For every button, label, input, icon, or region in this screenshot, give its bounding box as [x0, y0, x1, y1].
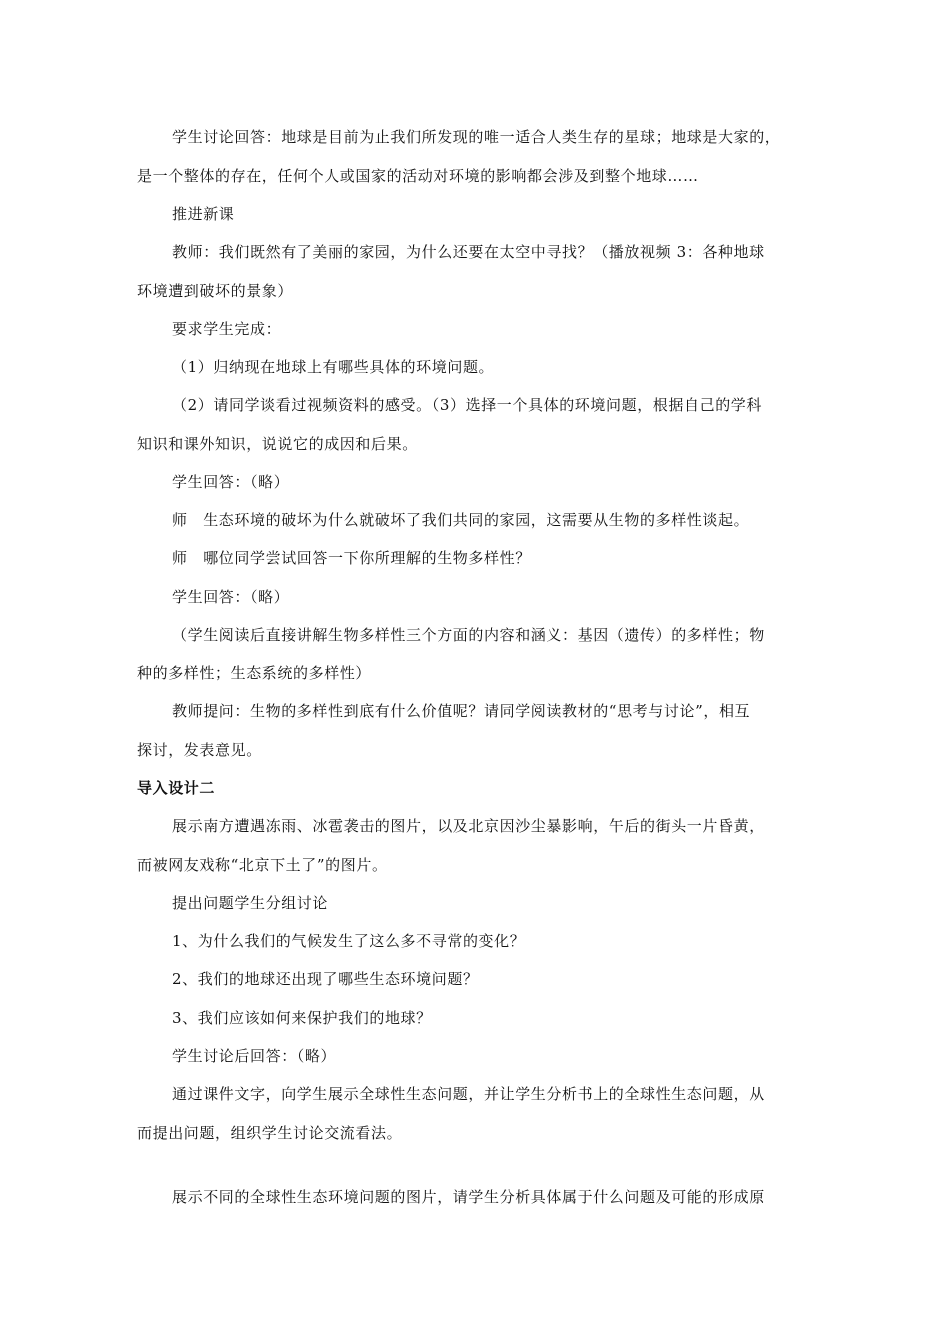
paragraph-requirement: 要求学生完成：	[172, 320, 282, 338]
section-heading-intro-design-2: 导入设计二	[137, 779, 216, 797]
paragraph-student-answer-line-2: 是一个整体的存在，任何个人或国家的活动对环境的影响都会涉及到整个地球……	[137, 167, 699, 185]
paragraph-show-pictures-line-2: 而被网友戏称“北京下土了”的图片。	[137, 856, 388, 874]
paragraph-student-reply-2: 学生回答：（略）	[172, 588, 290, 606]
paragraph-new-lesson: 推进新课	[172, 205, 235, 223]
paragraph-teacher-ecology: 师 生态环境的破坏为什么就破坏了我们共同的家园，这需要从生物的多样性谈起。	[172, 511, 750, 529]
paragraph-courseware-line-1: 通过课件文字，向学生展示全球性生态问题，并让学生分析书上的全球性生态问题，从	[172, 1085, 765, 1103]
paragraph-biodiversity-explain-line-2: 种的多样性；生态系统的多样性）	[137, 664, 372, 682]
paragraph-task-2-3-line-1: （2）请同学谈看过视频资料的感受。（3）选择一个具体的环境问题，根据自己的学科	[172, 396, 762, 414]
paragraph-student-answer-line-1: 学生讨论回答：地球是目前为止我们所发现的唯一适合人类生存的星球；地球是大家的，	[172, 128, 781, 146]
paragraph-student-reply-1: 学生回答：（略）	[172, 473, 290, 491]
paragraph-teacher-question-line-2: 环境遭到破坏的景象）	[137, 282, 294, 300]
paragraph-courseware-line-2: 而提出问题，组织学生讨论交流看法。	[137, 1124, 403, 1142]
paragraph-question-3: 3、我们应该如何来保护我们的地球？	[172, 1009, 432, 1027]
paragraph-show-pictures-line-1: 展示南方遭遇冻雨、冰雹袭击的图片，以及北京因沙尘暴影响，午后的街头一片昏黄，	[172, 817, 765, 835]
paragraph-task-1: （1）归纳现在地球上有哪些具体的环境问题。	[172, 358, 495, 376]
paragraph-teacher-biodiversity: 师 哪位同学尝试回答一下你所理解的生物多样性？	[172, 549, 531, 567]
paragraph-student-reply-3: 学生讨论后回答：（略）	[172, 1047, 337, 1065]
paragraph-question-2: 2、我们的地球还出现了哪些生态环境问题？	[172, 970, 479, 988]
paragraph-question-1: 1、为什么我们的气候发生了这么多不寻常的变化？	[172, 932, 526, 950]
paragraph-task-2-3-line-2: 知识和课外知识，说说它的成因和后果。	[137, 435, 418, 453]
paragraph-group-discussion: 提出问题学生分组讨论	[172, 894, 329, 912]
paragraph-teacher-question-line-1: 教师：我们既然有了美丽的家园，为什么还要在太空中寻找？（播放视频 3：各种地球	[172, 243, 765, 261]
paragraph-global-problems: 展示不同的全球性生态环境问题的图片，请学生分析具体属于什么问题及可能的形成原	[172, 1188, 765, 1206]
paragraph-biodiversity-explain-line-1: （学生阅读后直接讲解生物多样性三个方面的内容和涵义：基因（遗传）的多样性；物	[172, 626, 765, 644]
paragraph-teacher-value-line-2: 探讨，发表意见。	[137, 741, 262, 759]
paragraph-teacher-value-line-1: 教师提问：生物的多样性到底有什么价值呢？请同学阅读教材的“思考与讨论”，相互	[172, 702, 751, 720]
